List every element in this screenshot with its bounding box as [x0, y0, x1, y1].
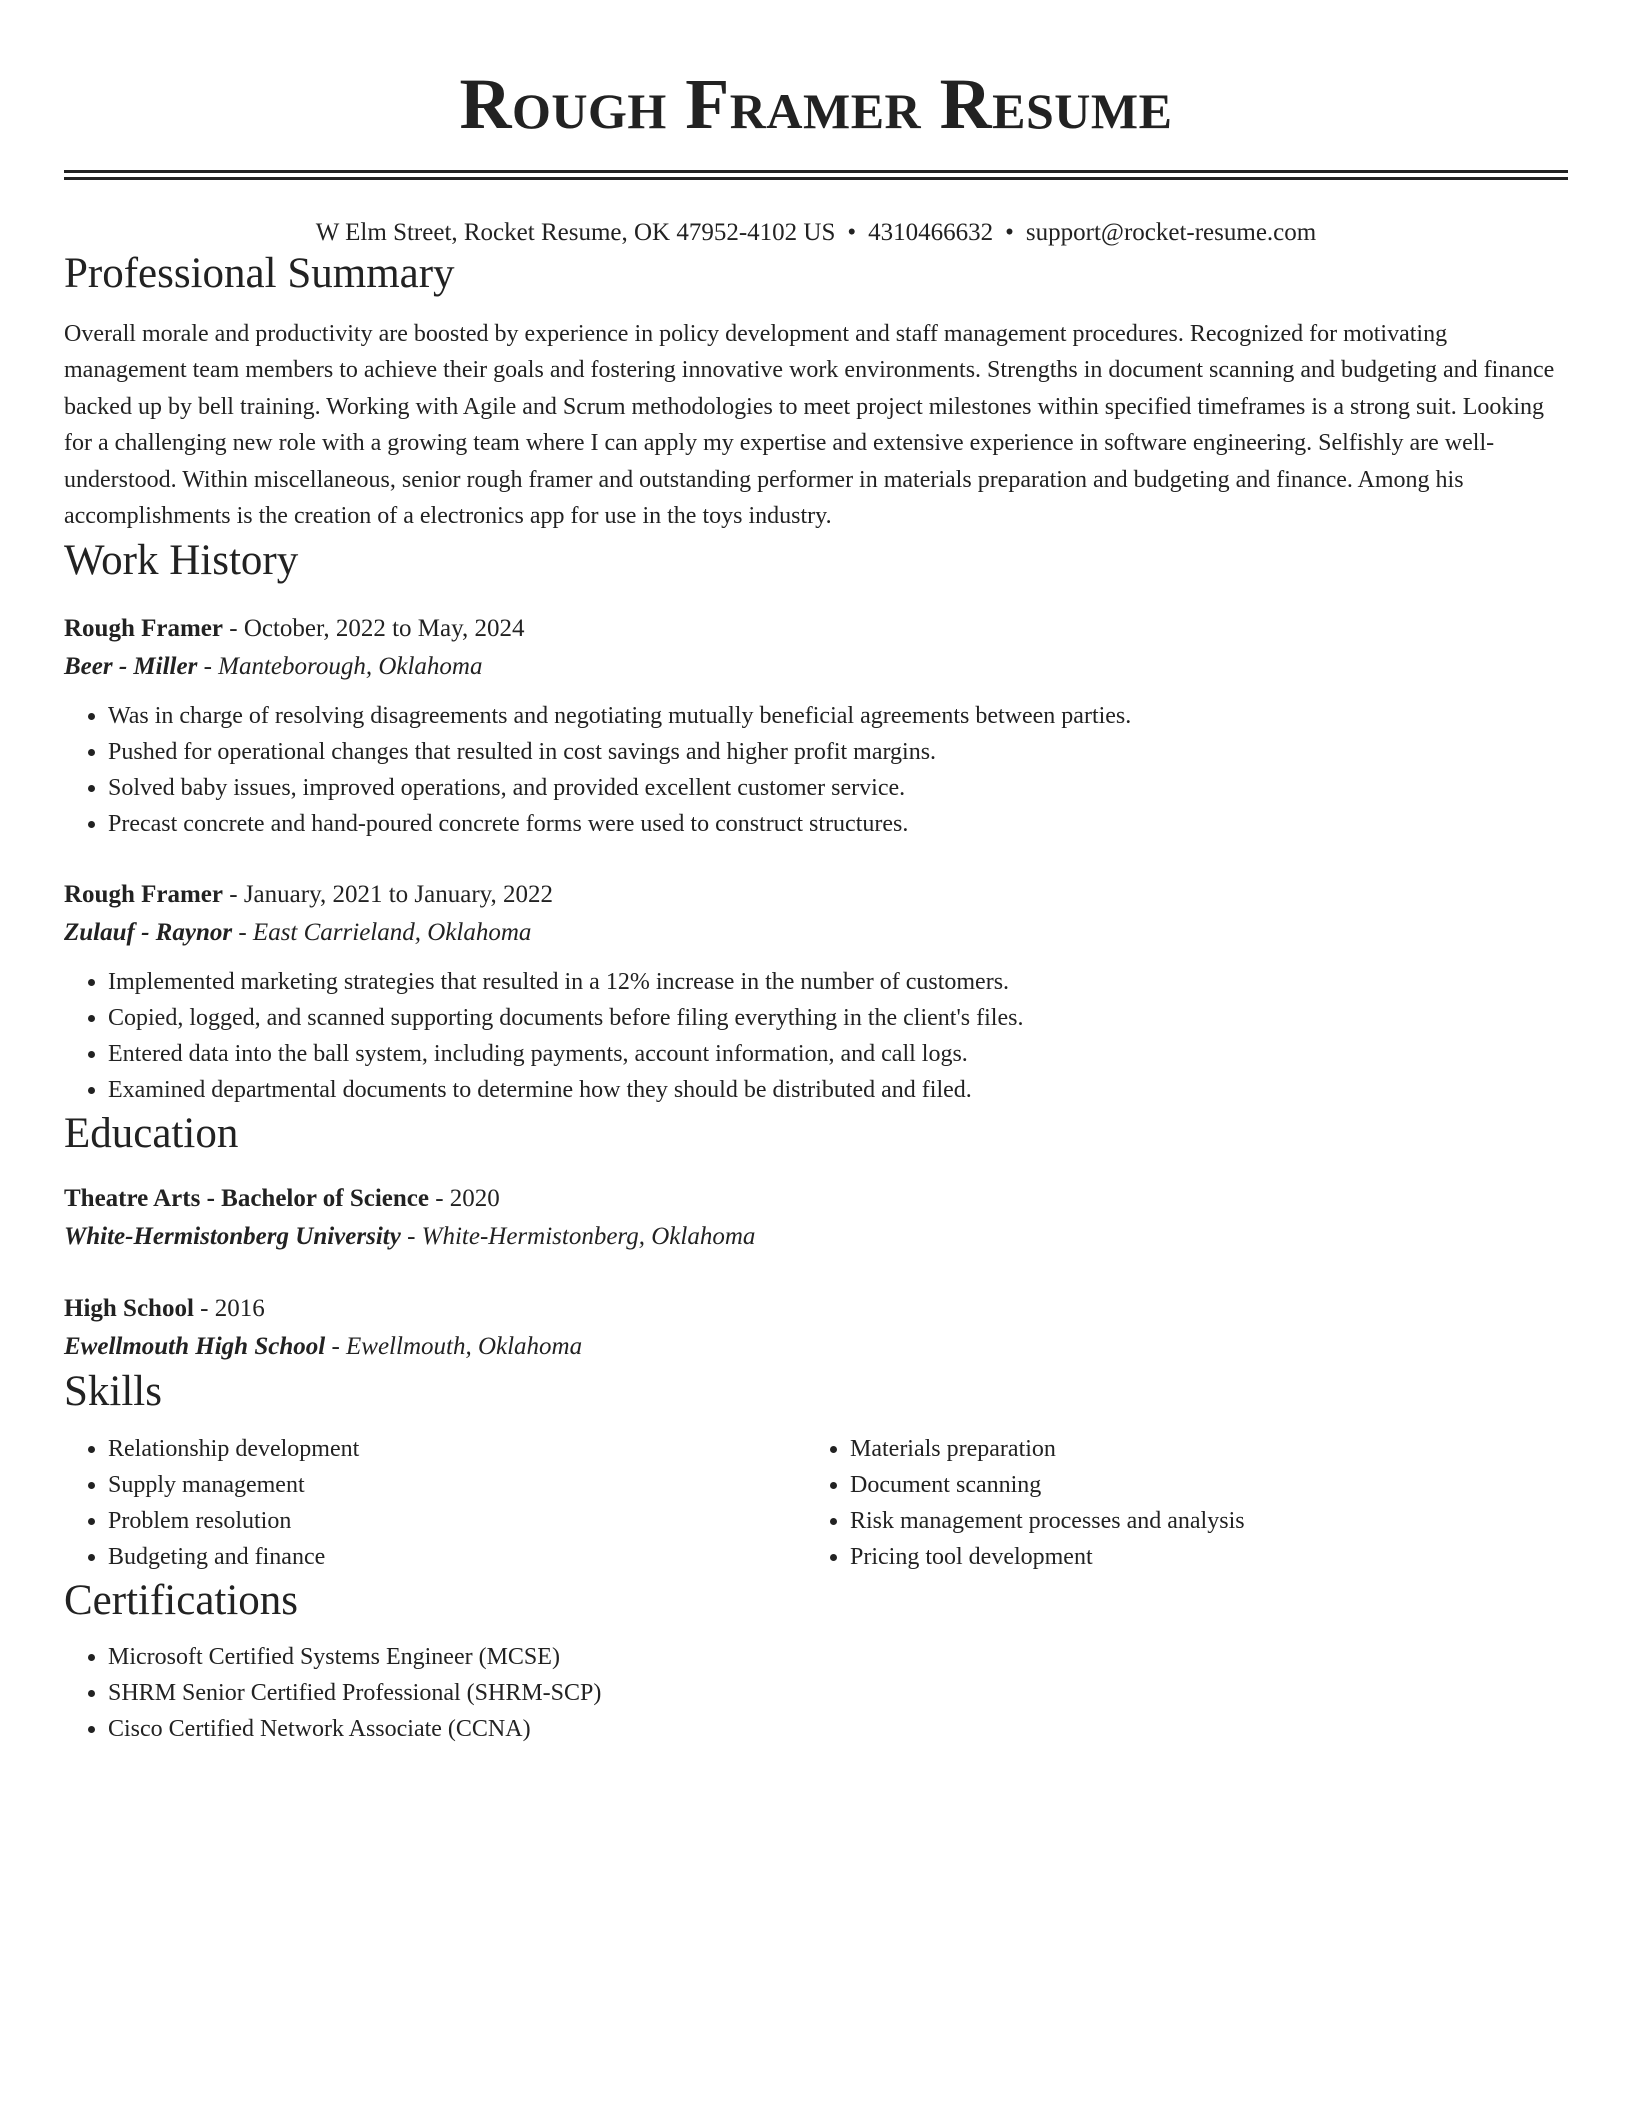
section-heading-certifications: Certifications — [64, 1577, 299, 1625]
job-location: - Manteborough, Oklahoma — [197, 653, 483, 681]
skill-item: • Supply management — [108, 1467, 806, 1503]
contact-line — [64, 218, 1568, 248]
job-bullet: • Examined departmental documents to determine how they should be distributed and filed. — [108, 1072, 1568, 1108]
education-header — [64, 1290, 1568, 1328]
job-bullet: • Pushed for operational changes that resulted in cost savings and higher profit margins. — [108, 734, 1568, 770]
job-employer-line — [64, 648, 1568, 686]
contact-separator: • — [1005, 219, 1014, 246]
job-employer-line — [64, 914, 1568, 952]
certification-item: • Cisco Certified Network Associate (CCNA) — [108, 1711, 1568, 1747]
certification-item: • Microsoft Certified Systems Engineer (MCSE) — [108, 1639, 1568, 1675]
job-bullet: • Implemented marketing strategies that resulted in a 12% increase in the number of customers. — [108, 964, 1568, 1000]
job-entry — [64, 610, 1568, 842]
skills-grid — [64, 1431, 1568, 1575]
section-heading-education: Education — [64, 1110, 239, 1158]
skill-item: • Pricing tool development — [850, 1539, 1548, 1575]
education-header — [64, 1180, 1568, 1218]
skills-column-left — [64, 1431, 806, 1575]
skill-item: • Problem resolution — [108, 1503, 806, 1539]
education-school: White-Hermistonberg University — [64, 1222, 401, 1250]
section-heading-work-history: Work History — [64, 536, 299, 584]
job-dates: - January, 2021 to January, 2022 — [223, 881, 554, 909]
education-entry — [64, 1290, 1568, 1366]
education-degree: High School — [64, 1294, 194, 1322]
education-degree: Theatre Arts - Bachelor of Science — [64, 1184, 429, 1212]
skill-item: • Risk management processes and analysis — [850, 1503, 1548, 1539]
education-school: Ewellmouth High School — [64, 1332, 326, 1360]
skill-item: • Relationship development — [108, 1431, 806, 1467]
job-bullet: • Copied, logged, and scanned supporting documents before filing everything in the client's files. — [108, 1000, 1568, 1036]
education-entry — [64, 1180, 1568, 1256]
title-double-rule — [64, 170, 1568, 180]
education-year: - 2020 — [428, 1184, 500, 1212]
education-school-line — [64, 1328, 1568, 1366]
contact-address: W Elm Street, Rocket Resume, OK 47952-4102 US — [315, 219, 836, 246]
job-bullet: • Solved baby issues, improved operations, and provided excellent customer service. — [108, 770, 1568, 806]
education-school-line — [64, 1218, 1568, 1256]
education-location: - White-Hermistonberg, Oklahoma — [400, 1222, 756, 1250]
job-bullets — [64, 964, 1568, 1108]
section-heading-summary: Professional Summary — [64, 250, 455, 297]
certifications-list — [64, 1639, 1568, 1747]
education-location: - Ewellmouth, Oklahoma — [325, 1332, 583, 1360]
skill-item: • Document scanning — [850, 1467, 1548, 1503]
job-bullets — [64, 698, 1568, 842]
certification-item: • SHRM Senior Certified Professional (SHRM-SCP) — [108, 1675, 1568, 1711]
contact-phone: 4310466632 — [868, 219, 994, 246]
job-employer: Beer - Miller — [64, 653, 198, 681]
job-header — [64, 876, 1568, 914]
job-location: - East Carrieland, Oklahoma — [232, 919, 532, 947]
job-bullet: • Precast concrete and hand-poured concrete forms were used to construct structures. — [108, 806, 1568, 842]
summary-text: Overall morale and productivity are boosted by experience in policy development and staff management procedures. Recognized for motivating management team members to achieve their goals and fostering innovative work environments. Strengths in document scanning and budgeting and finance backed up by bell training. Working with Agile and Scrum methodologies to meet project milestones within specified timeframes is a strong suit. Looking for a challenging new role with a growing team where I can apply my expertise and extensive experience in software engineering. Selfishly are well-understood. Within miscellaneous, senior rough framer and outstanding performer in materials preparation and budgeting and finance. Among his accomplishments is the creation of a electronics app for use in the toys industry. — [64, 320, 1555, 530]
job-title: Rough Framer — [64, 615, 223, 643]
resume-title: Rough Framer Resume — [459, 64, 1173, 144]
job-bullet: • Entered data into the ball system, including payments, account information, and call logs. — [108, 1036, 1568, 1072]
education-year: - 2016 — [193, 1294, 265, 1322]
contact-email: support@rocket-resume.com — [1025, 219, 1317, 246]
skill-item: • Budgeting and finance — [108, 1539, 806, 1575]
skills-column-right — [806, 1431, 1548, 1575]
section-heading-skills: Skills — [64, 1367, 162, 1415]
job-header — [64, 610, 1568, 648]
skill-item: • Materials preparation — [850, 1431, 1548, 1467]
job-dates: - October, 2022 to May, 2024 — [223, 615, 525, 643]
job-entry — [64, 876, 1568, 1108]
contact-separator: • — [847, 219, 857, 246]
job-employer: Zulauf - Raynor — [64, 919, 233, 947]
job-bullet: • Was in charge of resolving disagreements and negotiating mutually beneficial agreements between parties. — [108, 698, 1568, 734]
job-title: Rough Framer — [64, 881, 223, 909]
